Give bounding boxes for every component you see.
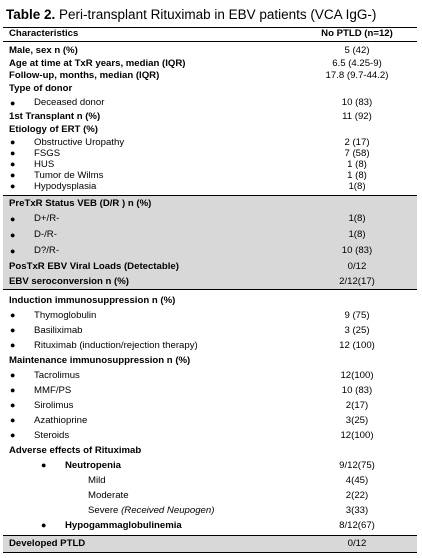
row-value: 2 (17) [344,136,370,148]
table-row [3,518,417,533]
row-label: 1st Transplant n (%) [9,111,101,123]
row-value: 17.8 (9.7-44.2) [325,70,389,82]
bullet-icon: ● [10,309,16,320]
row-label: Thymoglobulin [34,309,97,321]
table-row [3,195,417,211]
bullet-icon: ● [10,384,16,395]
table-row [3,293,417,308]
bullet-icon: ● [10,429,16,440]
table-row [3,398,417,413]
row-label: Hypogammaglobulinemia [65,519,182,531]
row-value: 2(22) [345,489,369,501]
bullet-icon: ● [10,229,16,240]
row-value: 8/12(67) [339,519,375,531]
row-value: 3 (25) [344,324,370,336]
row-label: Male, sex n (%) [9,45,78,56]
row-label: Age at time at TxR years, median (IQR) [9,57,186,69]
table-row [3,308,417,323]
row-label: Azathioprine [34,414,88,426]
table-row [3,58,417,71]
table-row [3,259,417,274]
table-row [3,488,417,503]
row-label: Moderate [88,489,129,501]
row-label: Etiology of ERT (%) [9,123,98,135]
row-label [88,503,214,518]
row-value: 7 (58) [344,147,370,159]
table-row [3,338,417,353]
bullet-icon: ● [10,180,16,191]
row-label: Follow-up, months, median (IQR) [9,70,160,82]
header-characteristics: Characteristics [9,28,79,39]
header-no-ptld: No PTLD (n=12) [321,28,393,39]
bullet-icon: ● [10,399,16,410]
row-value: 1(8) [348,228,366,240]
table-row [3,368,417,383]
row-label: Steroids [34,429,70,441]
row-value: 10 (83) [341,97,373,109]
table-row [3,428,417,443]
row-value: 12(100) [340,429,374,441]
row-value: 3(25) [345,414,369,426]
row-label: Type of donor [9,82,73,94]
row-value: 1 (8) [347,169,367,181]
bullet-icon: ● [10,98,16,109]
table-row [3,413,417,428]
bullet-icon: ● [41,519,47,530]
row-label: Induction immunosuppression n (%) [9,294,176,306]
row-label: PreTxR Status VEB (D/R ) n (%) [9,197,152,209]
row-value: 9/12(75) [339,459,375,471]
row-label: FSGS [34,147,61,159]
bullet-icon: ● [10,213,16,224]
row-value: 3(33) [345,504,369,516]
bullet-icon: ● [10,136,16,147]
row-label-main: Severe [88,504,122,516]
bullet-icon: ● [10,339,16,350]
row-value: 1 (8) [347,158,367,170]
row-label: EBV seroconversion n (%) [9,275,129,287]
row-value: 10 (83) [341,384,373,396]
table-header-row [3,28,417,42]
table-row [3,227,417,243]
table-row [3,211,417,227]
table-row [3,148,417,159]
row-label: MMF/PS [34,384,72,396]
row-value: 6.5 (4.25-9) [332,57,382,69]
row-value: 0/12 [347,260,367,272]
row-label: Tumor de Wilms [34,169,104,181]
row-label: D-/R- [34,228,57,240]
bullet-icon: ● [10,369,16,380]
data-table [3,27,417,553]
table-row [3,243,417,259]
row-value: 11 (92) [342,111,372,123]
bullet-icon: ● [10,324,16,335]
table-row [3,95,417,111]
row-label: Neutropenia [65,459,121,471]
row-value: 9 (75) [344,309,370,321]
table-row [3,458,417,473]
row-value: 2(17) [345,399,369,411]
table-row [3,45,417,58]
bullet-icon: ● [10,414,16,425]
bullet-icon: ● [10,169,16,180]
bullet-icon: ● [10,245,16,256]
row-label: Mild [88,474,106,486]
row-label-note: (Received Neupogen) [121,504,215,516]
row-label: Hypodysplasia [34,180,97,192]
row-label: PosTxR EBV Viral Loads (Detectable) [9,260,179,272]
table-row [3,170,417,181]
bullet-icon: ● [10,158,16,169]
table-row [3,473,417,488]
row-label: Deceased donor [34,97,105,109]
row-label: Adverse effects of Rituximab [9,444,142,456]
row-value: 0/12 [347,537,367,549]
row-value: 5 (42) [344,45,370,56]
table-title [6,7,376,22]
row-label: D?/R- [34,244,60,256]
table-row [3,111,417,124]
table-row [3,83,417,96]
table-row [3,137,417,148]
row-value: 12(100) [340,369,374,381]
row-value: 12 (100) [339,339,375,351]
row-label: Maintenance immunosuppression n (%) [9,354,191,366]
row-label: Tacrolimus [34,369,80,381]
table-row [3,323,417,338]
row-label: HUS [34,158,55,170]
row-label: Basiliximab [34,324,83,336]
table-row [3,443,417,458]
bullet-icon: ● [41,459,47,470]
row-value: 10 (83) [341,244,373,256]
row-label: Rituximab (induction/rejection therapy) [34,339,198,351]
table-caption: Peri-transplant Rituximab in EBV patients (VCA IgG-) [55,7,377,22]
table-number: Table 2. [6,7,56,22]
table-row [3,353,417,368]
row-value: 2/12(17) [339,275,375,287]
table-row [3,503,417,518]
row-value: 4(45) [345,474,369,486]
table-row [3,181,417,192]
row-label: Developed PTLD [9,537,86,549]
row-value: 1(8) [348,180,366,192]
bullet-icon: ● [10,147,16,158]
table-row [3,70,417,83]
table-row [3,274,417,290]
table-row [3,535,417,553]
row-label: Sirolimus [34,399,74,411]
row-value: 1(8) [348,212,366,224]
row-label: Obstructive Uropathy [34,136,125,148]
row-label: D+/R- [34,212,60,224]
table-row [3,159,417,170]
table-row [3,383,417,398]
table-row [3,124,417,137]
